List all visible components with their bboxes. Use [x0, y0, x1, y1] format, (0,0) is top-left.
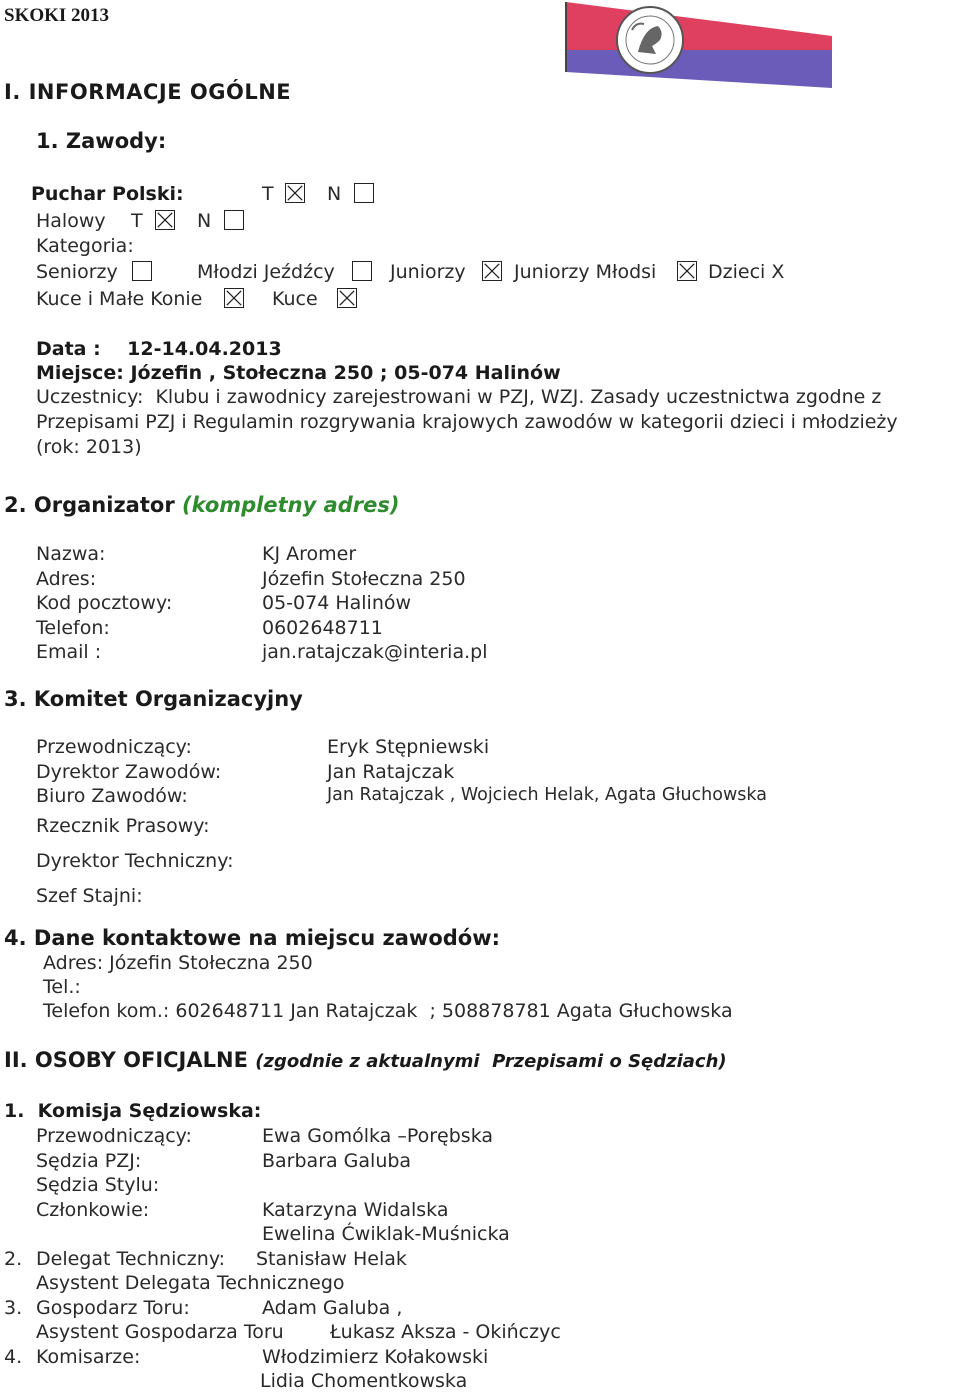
komisja-stylu-label: Sędzia Stylu: — [36, 1174, 160, 1196]
komitet-label: Szef Stajni: — [36, 885, 143, 907]
label-mlodzi-jezdzcy: Młodzi Jeźdźcy — [197, 261, 335, 283]
organizator-label: Kod pocztowy: — [36, 592, 173, 614]
check-x-icon — [156, 211, 174, 229]
checkbox-halowy-t[interactable] — [155, 210, 175, 230]
gospodarz-asystent-value: Łukasz Aksza - Okińczyc — [330, 1321, 561, 1343]
officials-note: (zgodnie z aktualnymi Przepisami o Sędziach) — [255, 1051, 727, 1072]
checkbox-kuce-male-konie[interactable] — [224, 288, 244, 308]
organizator-label: Email : — [36, 641, 102, 663]
komisarze-num: 4. — [4, 1346, 23, 1368]
komitet-value: Jan Ratajczak — [327, 761, 455, 783]
uczestnicy-line: Uczestnicy: Klubu i zawodnicy zarejestrowani w PZJ, WZJ. Zasady uczestnictwa zgodne z — [36, 386, 882, 408]
kontakt-telefon-kom: Telefon kom.: 602648711 Jan Ratajczak ; 508878781 Agata Głuchowska — [43, 1000, 733, 1022]
check-x-icon — [483, 262, 501, 280]
checkbox-juniorzy[interactable] — [482, 261, 502, 281]
komitet-label: Dyrektor Techniczny: — [36, 850, 234, 872]
checkbox-halowy-n[interactable] — [224, 210, 244, 230]
label-t: T — [262, 183, 274, 205]
checkbox-kuce[interactable] — [337, 288, 357, 308]
data-line: Data : 12-14.04.2013 — [36, 338, 282, 360]
komisarze-value-1: Włodzimierz Kołakowski — [262, 1346, 489, 1368]
pzj-flag-logo — [560, 0, 838, 92]
checkbox-puchar-t[interactable] — [285, 183, 305, 203]
organizator-value: 0602648711 — [262, 616, 383, 639]
organizator-label: Adres: — [36, 567, 97, 590]
checkbox-juniorzy-mlodsi[interactable] — [677, 261, 697, 281]
checkbox-seniorzy[interactable] — [132, 261, 152, 281]
checkbox-puchar-n[interactable] — [354, 183, 374, 203]
komisja-czlonkowie-label: Członkowie: — [36, 1199, 150, 1221]
delegat-num: 2. — [4, 1248, 23, 1270]
label-kuce-male-konie: Kuce i Małe Konie — [36, 288, 203, 310]
delegat-asystent: Asystent Delegata Technicznego — [36, 1272, 345, 1294]
gospodarz-value: Adam Galuba , — [262, 1297, 403, 1319]
przepisy-line: Przepisami PZJ i Regulamin rozgrywania krajowych zawodów w kategorii dzieci i młodzieży — [36, 411, 898, 433]
komisja-czlonkowie-2: Ewelina Ćwiklak-Muśnicka — [262, 1223, 510, 1245]
komisja-przew-value: Ewa Gomólka –Porębska — [262, 1125, 494, 1147]
organizator-value: KJ Aromer — [262, 543, 357, 565]
label-n: N — [197, 210, 212, 232]
gospodarz-num: 3. — [4, 1297, 23, 1319]
kontakt-adres: Adres: Józefin Stołeczna 250 — [43, 952, 313, 974]
komitet-label: Biuro Zawodów: — [36, 785, 188, 807]
komitet-label: Rzecznik Prasowy: — [36, 815, 210, 837]
heading-zawody: 1. Zawody: — [36, 129, 167, 153]
komitet-label: Dyrektor Zawodów: — [36, 761, 222, 783]
heading-organizator — [4, 495, 400, 516]
komisja-sedzia-label: Sędzia PZJ: — [36, 1150, 142, 1172]
komisja-przew-label: Przewodniczący: — [36, 1125, 192, 1147]
komitet-label: Przewodniczący: — [36, 736, 192, 758]
label-halowy: Halowy — [36, 210, 106, 232]
komisarze-value-2: Lidia Chomentkowska — [260, 1370, 468, 1392]
komisarze-label: Komisarze: — [36, 1346, 141, 1368]
organizator-title: 2. Organizator — [4, 493, 175, 517]
komitet-value: Jan Ratajczak , Wojciech Helak, Agata Głuchowska — [327, 785, 767, 805]
komisja-sedzia-value: Barbara Galuba — [262, 1150, 412, 1172]
label-n: N — [327, 183, 342, 205]
label-seniorzy: Seniorzy — [36, 261, 118, 283]
label-t: T — [131, 210, 143, 232]
check-x-icon — [338, 289, 356, 307]
flag-red-stripe — [566, 2, 832, 50]
gospodarz-label: Gospodarz Toru: — [36, 1297, 190, 1319]
label-juniorzy: Juniorzy — [390, 261, 466, 283]
check-x-icon — [225, 289, 243, 307]
label-juniorzy-mlodsi: Juniorzy Młodsi — [514, 261, 657, 283]
delegat-value: Stanisław Helak — [256, 1248, 407, 1270]
gospodarz-asystent-label: Asystent Gospodarza Toru — [36, 1321, 284, 1343]
heading-komisja: 1. Komisja Sędziowska: — [4, 1100, 262, 1122]
delegat-label: Delegat Techniczny: — [36, 1248, 226, 1270]
label-kategoria: Kategoria: — [36, 235, 134, 257]
miejsce-line: Miejsce: Józefin , Stołeczna 250 ; 05-074 Halinów — [36, 362, 561, 384]
label-dzieci: Dzieci X — [708, 261, 785, 283]
officials-title: II. OSOBY OFICJALNE — [4, 1048, 248, 1072]
heading-komitet: 3. Komitet Organizacyjny — [4, 687, 303, 711]
rok-line: (rok: 2013) — [36, 436, 142, 458]
kontakt-tel: Tel.: — [43, 976, 81, 998]
section-heading-general: I. INFORMACJE OGÓLNE — [4, 80, 292, 104]
komisja-czlonkowie-1: Katarzyna Widalska — [262, 1199, 449, 1221]
organizator-value: 05-074 Halinów — [262, 592, 412, 614]
check-x-icon — [286, 184, 304, 202]
label-puchar-polski: Puchar Polski: — [31, 183, 184, 205]
organizator-value: jan.ratajczak@interia.pl — [262, 641, 488, 663]
organizator-value: Józefin Stołeczna 250 — [262, 567, 466, 590]
section-heading-officials — [4, 1050, 727, 1071]
heading-kontakt: 4. Dane kontaktowe na miejscu zawodów: — [4, 926, 501, 950]
flag-blue-stripe — [566, 50, 832, 88]
organizator-label: Telefon: — [36, 616, 110, 639]
komitet-value: Eryk Stępniewski — [327, 736, 490, 758]
label-kuce: Kuce — [272, 288, 318, 310]
organizator-label: Nazwa: — [36, 543, 106, 565]
document-title: SKOKI 2013 — [4, 5, 110, 26]
checkbox-mlodzi-jezdzcy[interactable] — [352, 261, 372, 281]
organizator-note: (kompletny adres) — [182, 493, 400, 517]
check-x-icon — [678, 262, 696, 280]
